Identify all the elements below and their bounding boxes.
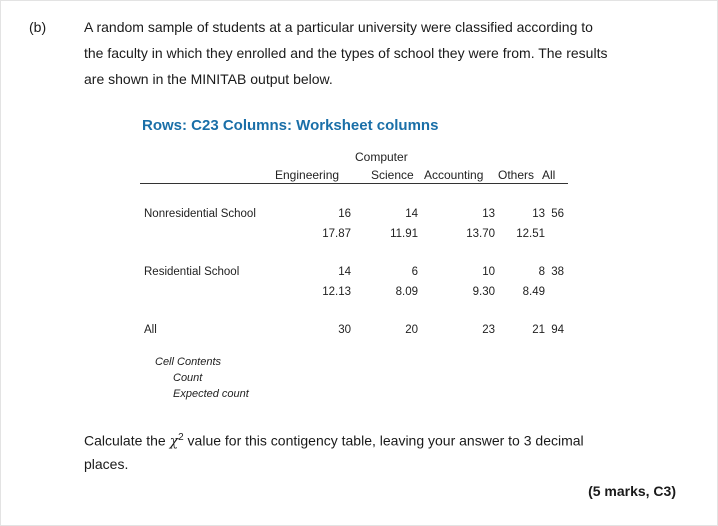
minitab-title: Rows: C23 Columns: Worksheet columns: [142, 117, 439, 134]
count-cell: 6: [411, 266, 418, 278]
header-all: All: [542, 168, 556, 182]
header-engineering: Engineering: [275, 168, 340, 182]
row-label-all: All: [144, 324, 157, 336]
count-cell: 13: [482, 208, 495, 220]
count-cell: 20: [405, 324, 418, 336]
prompt-post: value for this contigency table, leaving your answer to 3 decimal: [183, 432, 584, 449]
prompt-pre: Calculate the: [84, 432, 170, 449]
marks-label: (5 marks, C3): [588, 483, 676, 499]
cell-contents-count: Count: [173, 372, 203, 384]
header-others: Others: [498, 168, 535, 182]
count-cell: 13: [532, 208, 545, 220]
count-cell: 16: [338, 208, 351, 220]
cell-contents-title: Cell Contents: [155, 356, 222, 368]
expected-cell: 8.49: [522, 286, 545, 298]
row-label-residential: Residential School: [144, 266, 240, 278]
count-cell: 14: [338, 266, 351, 278]
chi-superscript: 2: [178, 432, 184, 443]
count-cell: 94: [551, 324, 564, 336]
row-label-nonresidential: Nonresidential School: [144, 208, 256, 220]
count-cell: 30: [338, 324, 351, 336]
count-cell: 38: [551, 266, 564, 278]
intro-line-1: A random sample of students at a particular university were classified according to: [84, 19, 593, 35]
expected-cell: 17.87: [322, 228, 351, 240]
expected-cell: 12.51: [516, 228, 545, 240]
count-cell: 8: [538, 266, 545, 278]
count-cell: 56: [551, 208, 564, 220]
intro-line-2: the faculty in which they enrolled and the types of school they were from. The results: [84, 45, 608, 61]
expected-cell: 9.30: [472, 286, 495, 298]
expected-cell: 11.91: [390, 228, 418, 240]
count-cell: 21: [532, 324, 545, 336]
header-computer-top: Computer: [355, 150, 408, 164]
header-rule: [140, 183, 568, 184]
expected-cell: 8.09: [395, 286, 418, 298]
expected-cell: 13.70: [466, 228, 495, 240]
header-accounting: Accounting: [424, 168, 484, 182]
cell-contents-expected: Expected count: [173, 388, 249, 400]
intro-line-3: are shown in the MINITAB output below.: [84, 71, 333, 87]
count-cell: 10: [482, 266, 495, 278]
expected-cell: 12.13: [322, 286, 351, 298]
count-cell: 23: [482, 324, 495, 336]
question-label: (b): [29, 19, 47, 35]
count-cell: 14: [405, 208, 418, 220]
header-science: Science: [371, 168, 414, 182]
chi-symbol: χ: [169, 433, 179, 450]
prompt-line-1: [84, 425, 584, 455]
prompt-line-2: places.: [84, 456, 129, 472]
